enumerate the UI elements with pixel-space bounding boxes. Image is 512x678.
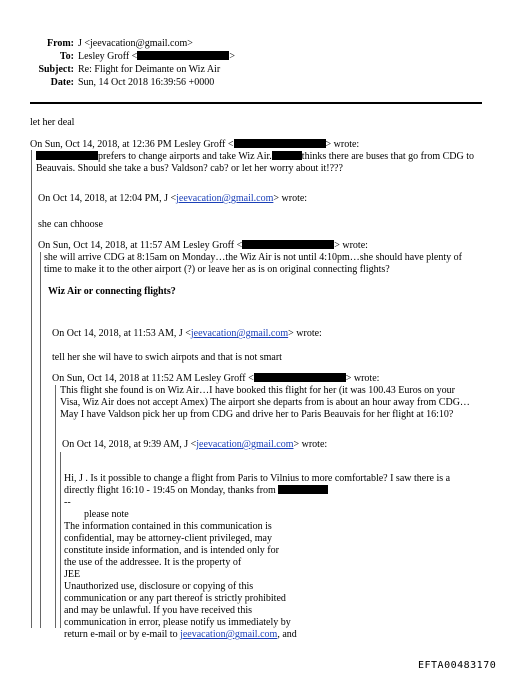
disclaimer-heading: please note (84, 509, 129, 520)
to-value: Lesley Groff < > (78, 51, 235, 62)
quote-bold-text: Wiz Air or connecting flights? (48, 286, 176, 297)
date-label: Date: (50, 77, 74, 88)
quote-text: Hi, J . Is it possible to change a flight from Paris to Vilnius to more comfortable? I saw there is a (64, 473, 451, 484)
email-link[interactable]: jeevacation@gmail.com (176, 193, 274, 204)
redaction-bar (234, 139, 326, 148)
quote-attribution: On Sun, Oct 14, 2018 at 11:52 AM Lesley Groff < > wrote: (52, 373, 380, 384)
disclaimer-text: and may be unlawful. If you have received this (64, 605, 252, 616)
disclaimer-text: communication in error, please notify us immediately by (64, 617, 291, 628)
redaction-bar (137, 51, 229, 60)
subject-label: Subject: (38, 64, 74, 75)
disclaimer-text: JEE (64, 569, 81, 580)
redaction-bar (242, 240, 334, 249)
quote-attribution: On Sun, Oct 14, 2018, at 11:57 AM Lesley Groff < > wrote: (38, 240, 368, 251)
message-text: let her deal (30, 117, 75, 128)
quote-text: she can chhoose (38, 219, 103, 230)
quote-text: time to make it to the other airport (?) or leave her as is on original connecting flights? (44, 264, 390, 275)
disclaimer-text: Unauthorized use, disclosure or copying of this (64, 581, 254, 592)
disclaimer-text: return e-mail or by e-mail to jeevacation@gmail.com, and (64, 629, 297, 640)
quote-text: she will arrive CDG at 8:15am on Monday…the Wiz Air is not until 4:10pm…she should have plenty of (44, 252, 462, 263)
disclaimer-text: the use of the addressee. It is the property of (64, 557, 242, 568)
quote-text: Beauvais. Should she take a bus? Valdson? cab? or let her worry about it!??? (36, 163, 343, 174)
quote-text: prefers to change airports and take Wiz Air. thinks there are buses that go from CDG to (36, 151, 474, 163)
disclaimer-text: confidential, may be attorney-client privileged, may (64, 533, 272, 544)
email-link[interactable]: jeevacation@gmail.com (180, 629, 278, 640)
email-link[interactable]: jeevacation@gmail.com (190, 328, 289, 339)
signature-dashes: -- (64, 497, 71, 508)
redaction-bar (278, 485, 328, 494)
redaction-bar (36, 151, 98, 160)
quote-text: May I have Valdson pick her up from CDG and drive her to Paris Beauvais for her flight at 16:10? (60, 409, 454, 420)
quote-text: Visa, Wiz Air does not accept Amex) The airport she departs from is about an hour away from CDG… (60, 397, 470, 408)
quote-attribution: On Sun, Oct 14, 2018, at 12:36 PM Lesley Groff < > wrote: (30, 139, 360, 150)
quote-bar (55, 385, 56, 628)
quote-bar (60, 452, 61, 628)
quote-attribution: On Oct 14, 2018, at 11:53 AM, J <jeevacation@gmail.com> wrote: (52, 328, 322, 339)
from-email[interactable]: jeevacation@gmail.com (90, 38, 188, 49)
to-label: To: (59, 51, 74, 62)
disclaimer-text: communication or any part thereof is strictly prohibited (64, 593, 286, 604)
redaction-bar (272, 151, 302, 160)
quote-bar (40, 252, 41, 628)
quote-text: directly flight 16:10 - 19:45 on Monday, thanks from (64, 485, 328, 497)
quote-text: tell her she wil have to swich airpots and that is not smart (52, 352, 282, 363)
redaction-bar (254, 373, 346, 382)
from-label: From: (46, 38, 74, 49)
quote-bar (31, 150, 32, 628)
document-id: EFTA00483170 (418, 660, 497, 671)
from-value: J <jeevacation@gmail.com> (78, 38, 193, 49)
disclaimer-text: The information contained in this communication is (64, 521, 272, 532)
email-link[interactable]: jeevacation@gmail.com (196, 439, 294, 450)
disclaimer-text: constitute inside information, and is intended only for (64, 545, 279, 556)
quote-attribution: On Oct 14, 2018, at 12:04 PM, J <jeevacation@gmail.com> wrote: (38, 193, 308, 204)
quote-text: This flight she found is on Wiz Air…I have booked this flight for her (it was 100.43 Euros on your (60, 385, 455, 396)
header-divider (30, 102, 482, 104)
quote-attribution: On Oct 14, 2018, at 9:39 AM, J <jeevacation@gmail.com> wrote: (62, 439, 328, 450)
subject-value: Re: Flight for Deimante on Wiz Air (78, 64, 221, 75)
date-value: Sun, 14 Oct 2018 16:39:56 +0000 (78, 77, 215, 88)
